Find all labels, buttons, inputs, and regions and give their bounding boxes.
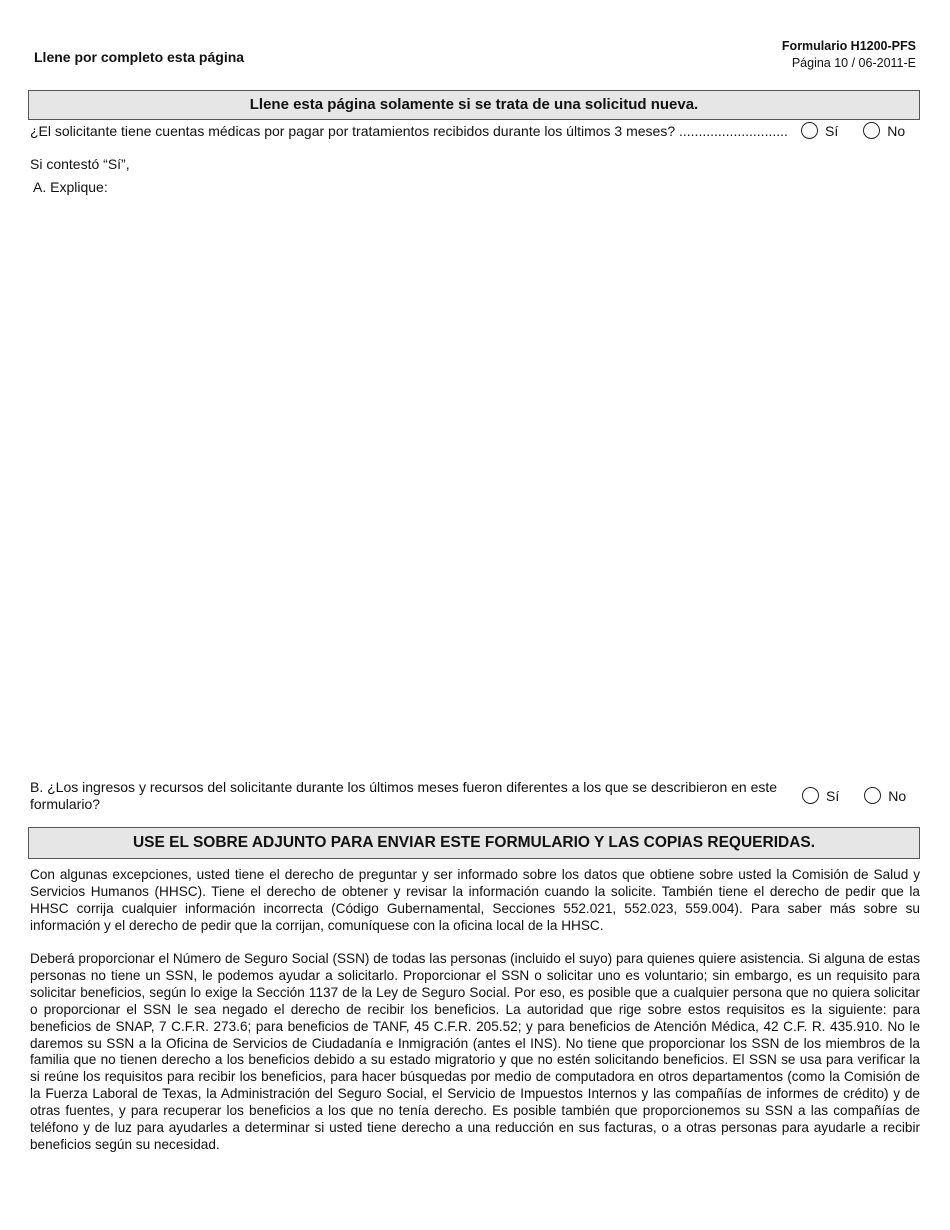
envelope-banner: USE EL SOBRE ADJUNTO PARA ENVIAR ESTE FORMULARIO Y LAS COPIAS REQUERIDAS.: [28, 827, 920, 859]
privacy-paragraph: Con algunas excepciones, usted tiene el derecho de preguntar y ser informado sobre los datos que obtiene sobre usted la Comisión de Salud y Servicios Humanos (HHSC). Tiene el derecho de obtener y revisar la información cuando la solicite. También tiene el derecho de pedir que la HHSC corrija cualquier información incorrecta (Código Gubernamental, Secciones 552.021, 552.023, 559.004). Para saber más sobre su información y el derecho de pedir que la corrijan, comuníquese con la oficina local de la HHSC.: [30, 867, 920, 933]
explain-text-area[interactable]: [30, 200, 920, 765]
medical-bills-no-radio[interactable]: [863, 122, 905, 139]
radio-circle-icon: [802, 787, 819, 804]
radio-circle-icon: [801, 122, 818, 139]
ssn-paragraph: Deberá proporcionar el Número de Seguro Social (SSN) de todas las personas (incluido el suyo) para quienes quiere asistencia. Si alguna de estas personas no tiene un SSN, le podemos ayudar a solicitarlo. Proporcionar el SSN o solicitar uno es voluntario; sin embargo, es un requisito para solicitar beneficios, según lo exige la Sección 1137 de la Ley de Seguro Social. Por eso, es posible que a cualquier persona que no quiera solicitar o proporcionar el SSN le sea negado el derecho de recibir los beneficios. La autoridad que rige sobre estos requisitos es la siguiente: para beneficios de SNAP, 7 C.F.R. 273.6; para beneficios de TANF, 45 C.F.R. 205.52; y para beneficios de Atención Médica, 42 C.F. R. 435.910. No le daremos su SSN a la Oficina de Servicios de Ciudadanía e Inmigración (antes el INS). No tiene que proporcionar los SSN de los miembros de la familia que no tienen derecho a los beneficios debido a su estado migratorio y que no estén solicitando beneficios. El SSN se usa para verificar la si reúne los requisitos para recibir los beneficios, para hacer búsquedas por medio de computadora en otros departamentos (como la Comisión de la Fuerza Laboral de Texas, la Administración del Seguro Social, el Servicio de Impuestos Internos y las compañías de informes de crédito) y de otras fuentes, y para recuperar los beneficios a los que no tenía derecho. Es posible también que proporcionemos su SSN a las compañías de teléfono y de luz para ayudarles a determinar si usted tiene derecho a una reducción en sus facturas, o a otras personas para ayudarle a recibir beneficios según su necesidad.: [30, 951, 920, 1152]
yes-label: Sí: [825, 122, 839, 139]
page-instruction: Llene por completo esta página: [34, 49, 245, 65]
question-medical-bills: ¿El solicitante tiene cuentas médicas por pagar por tratamientos recibidos durante los últimos 3 meses? ............................: [30, 123, 788, 139]
no-label: No: [888, 787, 907, 804]
question-b-yes-radio[interactable]: [802, 787, 839, 804]
page-info: Página 10 / 06-2011-E: [791, 56, 916, 70]
radio-circle-icon: [863, 122, 880, 139]
question-medical-bills-options: [801, 122, 905, 139]
new-application-banner: Llene esta página solamente si se trata de una solicitud nueva.: [28, 90, 920, 120]
yes-label: Sí: [826, 787, 840, 804]
form-header: [782, 38, 916, 72]
part-a-label: A. Explique:: [33, 179, 108, 195]
medical-bills-yes-radio[interactable]: [801, 122, 838, 139]
no-label: No: [887, 122, 906, 139]
question-b-no-radio[interactable]: [864, 787, 906, 804]
if-yes-label: Si contestó “Sí”,: [30, 156, 130, 172]
question-b-options: [802, 787, 906, 804]
question-b: B. ¿Los ingresos y recursos del solicitante durante los últimos meses fueron diferentes a los que se describieron en este formulario?: [30, 779, 778, 812]
radio-circle-icon: [864, 787, 881, 804]
form-id: Formulario H1200-PFS: [781, 39, 916, 53]
